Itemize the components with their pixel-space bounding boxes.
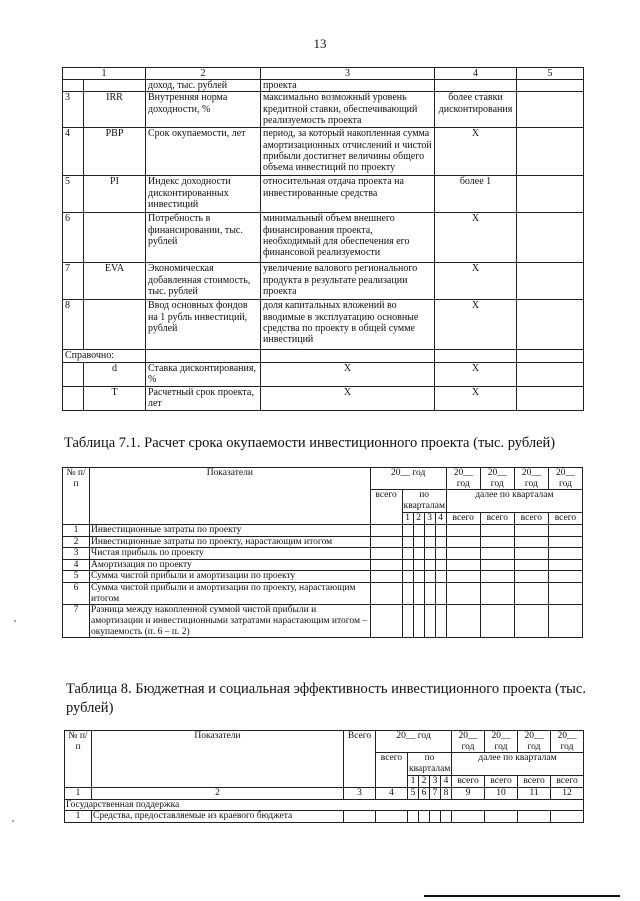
table-row: 4 Амортизация по проекту [63,559,583,571]
table-row: 1 Инвестиционные затраты по проекту [63,524,583,536]
table-row: доход, тыс. рублей проекта [63,80,584,92]
budget-efficiency-table [64,730,584,823]
footer-rule [424,895,620,897]
scan-speck [14,620,16,622]
table-row: 1 Средства, предоставляемые из краевого бюджета [65,811,584,823]
payback-table [62,467,583,638]
table-row: 7 EVA Экономическая добавленная стоимость, тыс. рублей увеличение валового регионального продукта в результате реализации проекта Х [63,263,584,300]
table-row: d Ставка дисконтирования, % Х Х [63,362,584,386]
table-row: 8 Ввод основных фондов на 1 рубль инвестиций, рублей доля капитальных вложений во вводимые в эксплуатацию основные средства по проекту в общей сумме инвестиций Х [63,300,584,350]
table-row: 6 Сумма чистой прибыли и амортизации по проекту, нарастающим итогом [63,583,583,605]
table-row: 3 IRR Внутренняя норма доходности, % максимально возможный уровень кредитной ставки, обеспечивающий реализуемость проекта более ставки дисконтирования [63,92,584,128]
table-7-1-caption: Таблица 7.1. Расчет срока окупаемости инвестиционного проекта (тыс. рублей) [64,435,556,451]
page-number: 13 [313,36,327,51]
scan-speck [12,820,14,822]
table-header-row: всего по кварталам далее по кварталам [65,753,584,776]
section-row: Государственная поддержка [65,799,584,811]
table-row: T Расчетный срок проекта, лет Х Х [63,386,584,410]
table-row: 6 Потребность в финансировании, тыс. рублей минимальный объем внешнего финансирования проекта, необходимый для обеспечения его финансовой реализуемости Х [63,213,584,263]
table-header-row: всего по кварталам далее по кварталам [63,490,583,513]
table-row: 5 PI Индекс доходности дисконтированных инвестиций относительная отдача проекта на инвестированные средства более 1 [63,176,584,213]
table-row: 3 Чистая прибыль по проекту [63,548,583,560]
table-header-row: 1 2 3 4 всего всего всего всего [63,513,583,525]
table-row: 5 Сумма чистой прибыли и амортизации по проекту [63,571,583,583]
table-row: 4 PBP Срок окупаемости, лет период, за который накопленная сумма амортизационных отчислений и чистой прибыли достигнет величины общего объема инвестиций по проекту Х [63,128,584,176]
table-row: 2 Инвестиционные затраты по проекту, нарастающим итогом [63,536,583,548]
column-number-row: 1 2 3 4 5 6 7 8 9 10 11 12 [65,787,584,799]
table-row: 7 Разница между накопленной суммой чистой прибыли и амортизации и инвестиционными затратами нарастающим итогом – окупаемость (п. 6 – п. 2) [63,605,583,638]
indicators-table [62,67,584,411]
table-header-row: № п/п Показатели Всего 20__ год 20__ год 20__ год 20__ год 20__ год [65,731,584,753]
table-header-row: № п/п Показатели 20__ год 20__ год 20__ год 20__ год 20__ год [63,468,583,490]
table-header-row: 1 2 3 4 всего всего всего всего [65,776,584,788]
table-header-row: 1 2 3 4 5 [63,68,584,80]
table-8-caption: Таблица 8. Бюджетная и социальная эффективность инвестиционного проекта (тыс. рублей) [66,681,586,716]
reference-row: Справочно: [63,350,584,362]
